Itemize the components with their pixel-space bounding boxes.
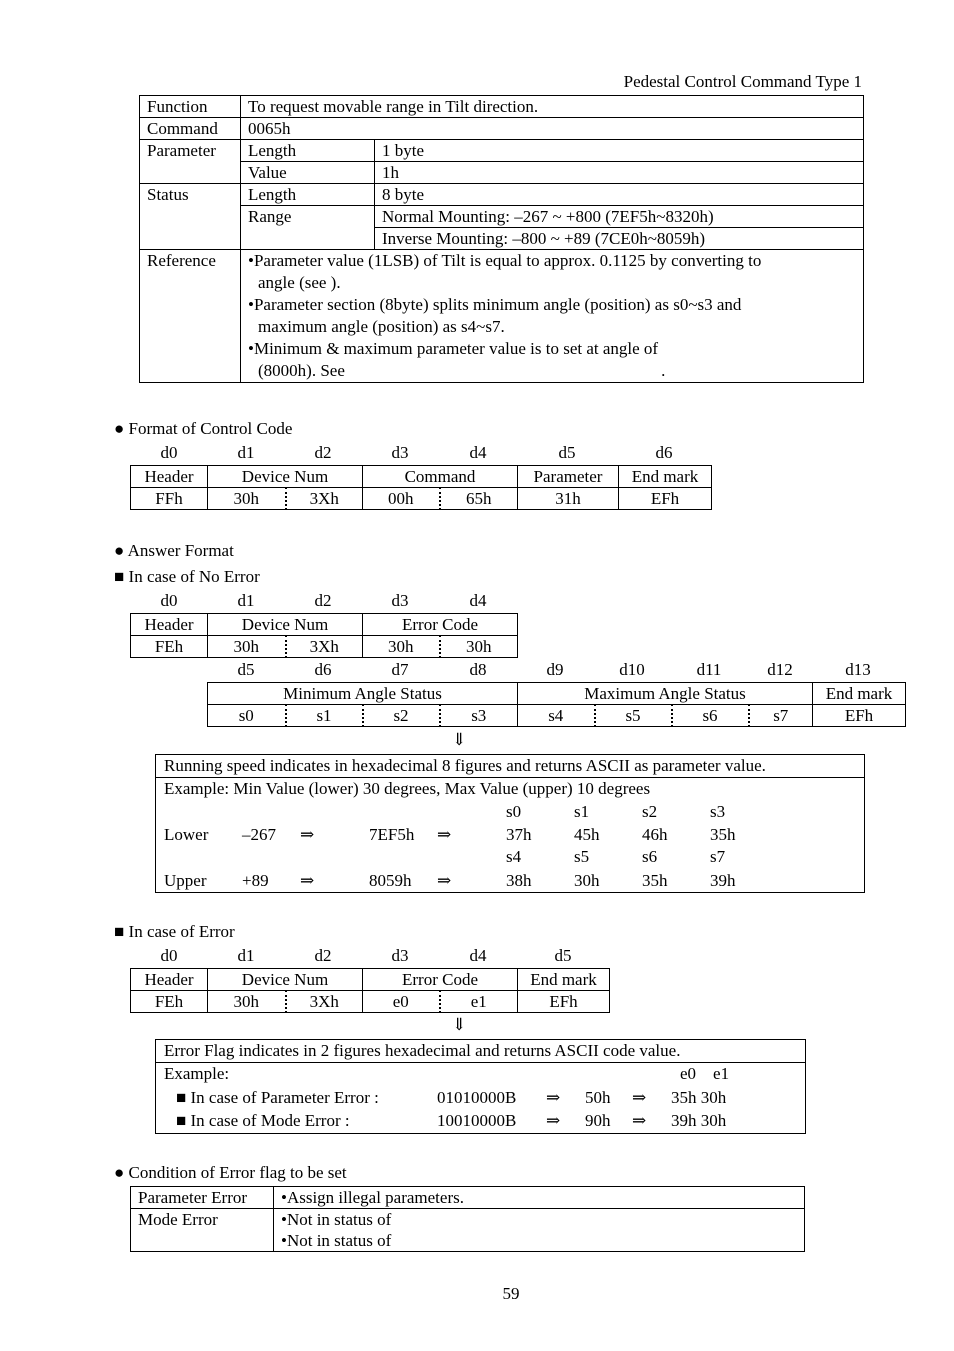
control-code-heading: [114, 419, 292, 439]
cc-header-device-num: Device Num: [208, 466, 363, 488]
reference-line-2b: maximum angle (position) as s4~s7.: [258, 317, 505, 336]
label-d1: d1: [237, 591, 255, 610]
e-labels: e0 e1: [680, 1064, 730, 1083]
implies-arrow-icon: ⇒: [300, 871, 315, 890]
ans-value-s1: s1: [286, 705, 363, 727]
label-d13: d13: [845, 660, 871, 679]
error-box-example: Example:: [164, 1064, 230, 1083]
upper-label: Upper: [164, 871, 207, 890]
err-value-d5: EFh: [518, 991, 610, 1013]
lower-ascii-s1: 45h: [574, 825, 600, 844]
label-d4: d4: [469, 443, 487, 462]
err-value-d1: 30h: [208, 991, 286, 1013]
ans-value-d4: 30h: [440, 636, 518, 658]
implies-arrow-icon: ⇒: [632, 1088, 647, 1107]
reference-line-1a: •Parameter value (1LSB) of Tilt is equal to approx. 0.1125 by converting to: [248, 251, 762, 270]
label-d6: d6: [655, 443, 673, 462]
param-error-hex: 50h: [585, 1088, 611, 1107]
error-flag-box: [155, 1039, 806, 1134]
error-table: [130, 968, 610, 1013]
label-d11: d11: [696, 660, 722, 679]
reference-label: Reference: [140, 250, 241, 383]
upper-hex: 8059h: [369, 871, 412, 890]
upper-ascii-s7: 39h: [710, 871, 736, 890]
err-value-d0: FEh: [131, 991, 208, 1013]
label-d0: d0: [160, 443, 178, 462]
error-heading: [114, 922, 235, 942]
command-label: Command: [140, 118, 241, 140]
page-number: 59: [502, 1284, 520, 1303]
down-arrow-icon: ⇓: [452, 1015, 467, 1034]
ans-header-max-angle: Maximum Angle Status: [518, 683, 813, 705]
label-d9: d9: [546, 660, 564, 679]
param-value-label: Value: [241, 162, 375, 184]
circle-bullet-icon: ●: [114, 1163, 125, 1182]
answer-format-heading: [114, 541, 234, 561]
cc-value-d3: 00h: [363, 488, 440, 510]
s2-label: s2: [642, 802, 658, 821]
answer-format-title: Answer Format: [127, 541, 234, 560]
cond-param-error: Parameter Error: [131, 1187, 274, 1209]
ans-value-end: EFh: [813, 705, 906, 727]
err-header-device-num: Device Num: [208, 969, 363, 991]
label-d4: d4: [469, 591, 487, 610]
err-value-d4: e1: [440, 991, 518, 1013]
param-length-value: 1 byte: [375, 140, 864, 162]
label-d2: d2: [314, 591, 332, 610]
lower-label: Lower: [164, 825, 209, 844]
ans-value-d2: 3Xh: [286, 636, 363, 658]
ans-value-s4: s4: [518, 705, 595, 727]
ans-header-device-num: Device Num: [208, 614, 363, 636]
cond-param-desc: •Assign illegal parameters.: [274, 1187, 805, 1209]
no-error-title: In case of No Error: [128, 567, 260, 586]
label-d1: d1: [237, 443, 255, 462]
control-code-table: [130, 465, 712, 510]
label-d10: d10: [619, 660, 645, 679]
status-length-value: 8 byte: [375, 184, 864, 206]
answer-table-2: [207, 682, 906, 727]
s4-label: s4: [506, 847, 522, 866]
implies-arrow-icon: ⇒: [437, 871, 452, 890]
param-error-label: ■ In case of Parameter Error :: [176, 1088, 379, 1107]
reference-line-3a: •Minimum & maximum parameter value is to set at angle of: [248, 339, 659, 358]
mode-error-ascii: 39h 30h: [671, 1111, 727, 1130]
reference-line-3b-end: .: [661, 361, 666, 380]
mode-error-hex: 90h: [585, 1111, 611, 1130]
label-d1: d1: [237, 946, 255, 965]
status-label: Status: [140, 184, 241, 250]
reference-text: [241, 250, 864, 383]
status-range-label: Range: [241, 206, 375, 250]
reference-line-1b: angle (see ).: [258, 273, 341, 292]
answer-table-1: [130, 613, 518, 658]
down-arrow-icon: ⇓: [452, 730, 467, 749]
implies-arrow-icon: ⇒: [632, 1111, 647, 1130]
s3-label: s3: [710, 802, 726, 821]
err-header-error-code: Error Code: [363, 969, 518, 991]
ans-header-min-angle: Minimum Angle Status: [208, 683, 518, 705]
error-title: In case of Error: [128, 922, 235, 941]
condition-table: [130, 1186, 805, 1252]
control-code-title: Format of Control Code: [128, 419, 293, 438]
label-d8: d8: [469, 660, 487, 679]
s1-label: s1: [574, 802, 590, 821]
ans-header-end-mark: End mark: [813, 683, 906, 705]
cc-value-d1: 30h: [208, 488, 286, 510]
example-box-line2: Example: Min Value (lower) 30 degrees, Max Value (upper) 10 degrees: [164, 779, 651, 798]
param-error-binary: 01010000B: [437, 1088, 517, 1107]
cc-value-d0: FFh: [131, 488, 208, 510]
spec-table: [139, 95, 864, 383]
error-box-line1: Error Flag indicates in 2 figures hexadecimal and returns ASCII code value.: [164, 1041, 681, 1060]
label-d0: d0: [160, 946, 178, 965]
example-box-line1: Running speed indicates in hexadecimal 8 figures and returns ASCII as parameter value.: [164, 756, 766, 775]
cc-value-d4: 65h: [440, 488, 518, 510]
ans-value-s2: s2: [363, 705, 440, 727]
implies-arrow-icon: ⇒: [437, 825, 452, 844]
err-header-header: Header: [131, 969, 208, 991]
implies-arrow-icon: ⇒: [546, 1111, 561, 1130]
label-d3: d3: [391, 946, 409, 965]
implies-arrow-icon: ⇒: [300, 825, 315, 844]
lower-ascii-s3: 35h: [710, 825, 736, 844]
mode-error-label: ■ In case of Mode Error :: [176, 1111, 350, 1130]
label-d2: d2: [314, 946, 332, 965]
cc-value-d6: EFh: [619, 488, 712, 510]
label-d7: d7: [391, 660, 409, 679]
cc-header-parameter: Parameter: [518, 466, 619, 488]
lower-hex: 7EF5h: [369, 825, 415, 844]
ans-header-error-code: Error Code: [363, 614, 518, 636]
command-value: 0065h: [241, 118, 864, 140]
cond-mode-desc-1: •Not in status of: [281, 1210, 392, 1229]
reference-line-3b-text: (8000h). See: [258, 361, 345, 380]
cc-header-header: Header: [131, 466, 208, 488]
label-d6: d6: [314, 660, 332, 679]
implies-arrow-icon: ⇒: [546, 1088, 561, 1107]
param-error-ascii: 35h 30h: [671, 1088, 727, 1107]
circle-bullet-icon: ●: [114, 419, 125, 438]
circle-bullet-icon: ●: [114, 541, 125, 560]
square-bullet-icon: ■: [114, 922, 125, 941]
s7-label: s7: [710, 847, 726, 866]
lower-value: –267: [242, 825, 276, 844]
condition-heading: [114, 1163, 347, 1183]
label-d4: d4: [469, 946, 487, 965]
cc-value-d5: 31h: [518, 488, 619, 510]
status-length-label: Length: [241, 184, 375, 206]
label-d5: d5: [558, 443, 576, 462]
upper-ascii-s6: 35h: [642, 871, 668, 890]
upper-ascii-s4: 38h: [506, 871, 532, 890]
function-value: To request movable range in Tilt direction.: [241, 96, 864, 118]
status-range-inverse: Inverse Mounting: –800 ~ +89 (7CE0h~8059h): [375, 228, 864, 250]
label-d3: d3: [391, 591, 409, 610]
upper-ascii-s5: 30h: [574, 871, 600, 890]
ans-value-d1: 30h: [208, 636, 286, 658]
cc-header-end-mark: End mark: [619, 466, 712, 488]
label-d5: d5: [554, 946, 572, 965]
ans-value-d3: 30h: [363, 636, 440, 658]
param-value-value: 1h: [375, 162, 864, 184]
mode-error-binary: 10010000B: [437, 1111, 517, 1130]
cc-value-d2: 3Xh: [286, 488, 363, 510]
parameter-label: Parameter: [140, 140, 241, 184]
ans-value-d0: FEh: [131, 636, 208, 658]
ans-value-s0: s0: [208, 705, 286, 727]
upper-value: +89: [242, 871, 269, 890]
err-value-d2: 3Xh: [286, 991, 363, 1013]
condition-title: Condition of Error flag to be set: [128, 1163, 347, 1182]
err-header-end-mark: End mark: [518, 969, 610, 991]
ans-value-s7: s7: [749, 705, 813, 727]
label-d3: d3: [391, 443, 409, 462]
ans-value-s6: s6: [672, 705, 749, 727]
s0-label: s0: [506, 802, 522, 821]
label-d12: d12: [767, 660, 793, 679]
page-header: Pedestal Control Command Type 1: [623, 72, 862, 91]
cond-mode-desc-2: •Not in status of: [281, 1231, 392, 1250]
reference-line-3b: [248, 360, 856, 382]
label-d0: d0: [160, 591, 178, 610]
answer-example-box: [155, 754, 865, 893]
reference-line-2a: •Parameter section (8byte) splits minimum angle (position) as s0~s3 and: [248, 295, 742, 314]
lower-ascii-s0: 37h: [506, 825, 532, 844]
square-bullet-icon: ■: [114, 567, 125, 586]
cond-mode-error: Mode Error: [131, 1209, 274, 1252]
ans-value-s5: s5: [595, 705, 672, 727]
param-length-label: Length: [241, 140, 375, 162]
label-d2: d2: [314, 443, 332, 462]
s5-label: s5: [574, 847, 590, 866]
no-error-heading: [114, 567, 260, 587]
function-label: Function: [140, 96, 241, 118]
label-d5: d5: [237, 660, 255, 679]
cc-header-command: Command: [363, 466, 518, 488]
ans-header-header: Header: [131, 614, 208, 636]
err-value-d3: e0: [363, 991, 440, 1013]
ans-value-s3: s3: [440, 705, 518, 727]
status-range-normal: Normal Mounting: –267 ~ +800 (7EF5h~8320h): [375, 206, 864, 228]
cond-mode-desc: [274, 1209, 805, 1252]
lower-ascii-s2: 46h: [642, 825, 668, 844]
s6-label: s6: [642, 847, 658, 866]
